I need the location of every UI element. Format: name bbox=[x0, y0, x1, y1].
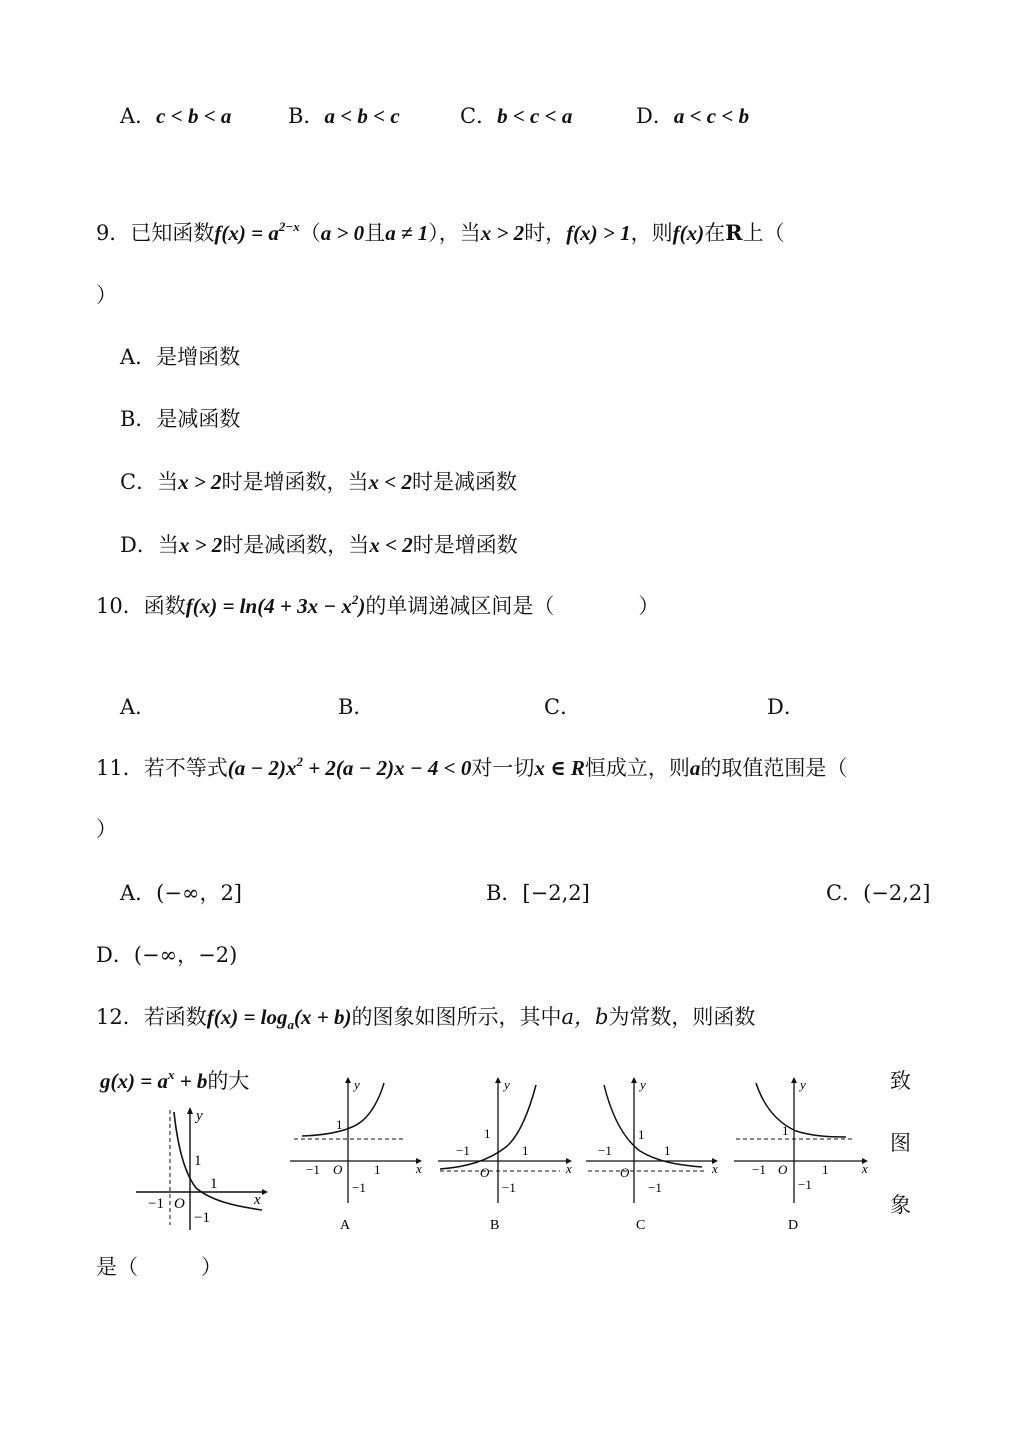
q8-option-c: C．b < c < a bbox=[460, 104, 573, 128]
graph-b-ym1: −1 bbox=[502, 1180, 516, 1195]
graph-c-x-label: x bbox=[712, 1161, 718, 1176]
q11-stem-close: ） bbox=[96, 817, 117, 841]
q12-side-text-2: 图 bbox=[890, 1131, 911, 1155]
q11-option-d: D．(−∞，−2) bbox=[96, 943, 238, 967]
q8-option-d: D．a < c < b bbox=[636, 104, 750, 128]
graph-a-caption: A bbox=[340, 1218, 351, 1233]
graph-a-y1: 1 bbox=[336, 1117, 343, 1132]
graph-main-origin: O bbox=[174, 1196, 185, 1212]
graph-b-caption: B bbox=[490, 1218, 500, 1233]
q12-side-text-1: 致 bbox=[890, 1069, 911, 1093]
graph-c-origin: O bbox=[620, 1165, 630, 1180]
graph-main-y-label: y bbox=[196, 1108, 203, 1124]
graph-b-origin: O bbox=[480, 1165, 490, 1180]
q11-stem: 11．若不等式$(a - 2)x^2 + 2(a - 2)x - 4 < 0$对一切x ∈ R恒成立，则a的取值范围是（ bbox=[96, 754, 848, 780]
graph-main-y1: 1 bbox=[194, 1153, 202, 1169]
graph-c-caption: C bbox=[636, 1218, 646, 1233]
q12-stem: 12．若函数$f(x) = \log_a(x + b)$的图象如图所示，其中a，b为常数，则函数 bbox=[96, 1005, 756, 1032]
graph-a-xm1: −1 bbox=[306, 1162, 320, 1177]
graph-b-x1: 1 bbox=[522, 1143, 529, 1158]
graph-a-x-label: x bbox=[416, 1161, 422, 1176]
graph-c-xm1: −1 bbox=[598, 1143, 612, 1158]
graph-c-x1: 1 bbox=[664, 1143, 671, 1158]
graph-d-y-label: y bbox=[800, 1077, 806, 1092]
graph-d-caption: D bbox=[788, 1218, 799, 1233]
graph-d-x1: 1 bbox=[822, 1162, 829, 1177]
graph-main-ym1: −1 bbox=[194, 1210, 210, 1226]
q9-stem-close: ） bbox=[96, 283, 117, 307]
graph-d-ym1: −1 bbox=[798, 1177, 812, 1192]
q9-option-d: D．当x > 2时是减函数，当x < 2时是增函数 bbox=[120, 533, 518, 557]
graph-a-x1: 1 bbox=[374, 1162, 381, 1177]
q9-option-a: A．是增函数 bbox=[120, 345, 241, 369]
graph-option-d bbox=[732, 1075, 876, 1237]
graph-main-xm1: −1 bbox=[148, 1196, 164, 1212]
graph-a-origin: O bbox=[333, 1162, 343, 1177]
q10-option-c: C． bbox=[544, 695, 582, 719]
q9-option-b: B．是减函数 bbox=[120, 407, 241, 431]
graph-c-y-label: y bbox=[640, 1077, 646, 1092]
graph-main-log bbox=[130, 1100, 270, 1235]
q10-option-d: D． bbox=[767, 695, 805, 719]
q12-stem-end: 是（ ） bbox=[96, 1255, 222, 1279]
q10-option-b: B． bbox=[338, 695, 375, 719]
q8-option-b: B．a < b < c bbox=[288, 104, 400, 128]
q11-option-a: A．(−∞，2] bbox=[120, 881, 243, 905]
graph-d-origin: O bbox=[778, 1162, 788, 1177]
graph-option-c bbox=[584, 1075, 724, 1237]
graph-option-a bbox=[288, 1075, 428, 1237]
graph-c-ym1: −1 bbox=[648, 1180, 662, 1195]
q11-option-b: B．[−2,2] bbox=[486, 881, 590, 905]
graph-c-y1: 1 bbox=[638, 1127, 645, 1142]
q12-g-function: $g(x) = a^x + b$的大 bbox=[100, 1067, 250, 1093]
graph-b-xm1: −1 bbox=[456, 1143, 470, 1158]
q9-stem: 9．已知函数$f(x) = a^{2-x}(a > 0$且a ≠ 1），当x > 2时，f(x) > 1，则f(x)在R上（ bbox=[96, 219, 785, 245]
q10-stem: 10．函数$f(x) = \ln(4 + 3x - x^2)$的单调递减区间是（ ） bbox=[96, 592, 660, 618]
q10-option-a: A． bbox=[120, 695, 157, 719]
graph-b-x-label: x bbox=[566, 1161, 572, 1176]
graph-a-ym1: −1 bbox=[352, 1180, 366, 1195]
q9-option-c: C．当x > 2时是增函数，当x < 2时是减函数 bbox=[120, 470, 518, 494]
graph-d-y1: 1 bbox=[782, 1123, 789, 1138]
graph-d-xm1: −1 bbox=[752, 1162, 766, 1177]
graph-d-x-label: x bbox=[862, 1161, 868, 1176]
graph-b-y-label: y bbox=[504, 1077, 510, 1092]
graph-option-b bbox=[436, 1075, 578, 1237]
q11-option-c: C．(−2,2] bbox=[826, 881, 931, 905]
q12-side-text-3: 象 bbox=[890, 1193, 911, 1217]
q8-option-a: A．c < b < a bbox=[120, 104, 232, 128]
graph-main-x-label: x bbox=[254, 1192, 261, 1208]
graph-a-y-label: y bbox=[354, 1077, 360, 1092]
graph-b-y1: 1 bbox=[484, 1126, 491, 1141]
graph-main-x1: 1 bbox=[210, 1176, 218, 1192]
